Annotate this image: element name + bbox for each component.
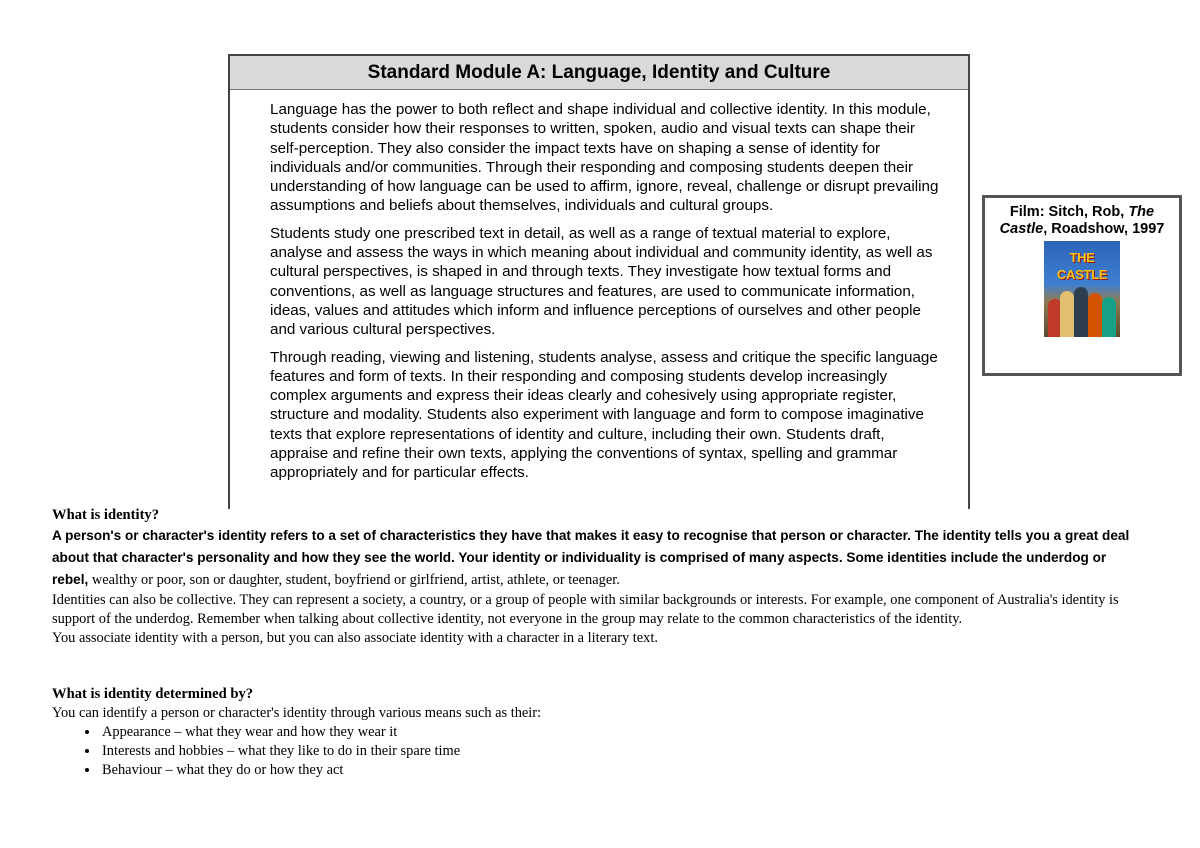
module-paragraph-2: Students study one prescribed text in detail, as well as a range of textual material to explore, analyse and assess the ways in which meaning about individual and community identity, as well as cultural perspectives, is shaped in and through texts. They investigate how textual forms and conventions, as well as language structures and features, are used to communicate information, ideas, values and attitudes which inform and influence perceptions of ourselves and other people and various cultural perspectives.	[270, 224, 933, 339]
film-citation	[985, 204, 1179, 238]
module-box	[228, 54, 970, 509]
list-item: • Interests and hobbies – what they like to do in their spare time	[100, 742, 1142, 761]
film-reference-box	[982, 195, 1182, 376]
identity-section	[52, 506, 1142, 648]
module-paragraph-1: Language has the power to both reflect and shape individual and collective identity. In this module, students consider how their responses to written, spoken, audio and visual texts can shape their self-perception. They also consider the impact texts have on shaping a sense of identity for individuals and/or communities. Through their responding and composing students deepen their understanding of how language can be used to affirm, ignore, reveal, challenge or disrupt prevailing assumptions and beliefs about themselves, individuals and cultural groups.	[270, 101, 939, 215]
determined-intro: You can identify a person or character's identity through various means such as their:	[52, 705, 542, 721]
determined-list	[52, 723, 1142, 780]
module-title: Standard Module A: Language, Identity and Culture	[230, 56, 968, 90]
film-title: The Castle	[999, 204, 1155, 237]
list-item: • Behaviour – what they do or how they act	[100, 761, 1142, 780]
module-body	[230, 90, 968, 483]
identity-intro	[52, 525, 1142, 591]
film-poster-image	[1044, 241, 1120, 337]
identity-intro-bold: A person's or character's identity refers to a set of characteristics they have that makes it easy to recognise that person or character. The identity tells you a great deal about that character's personality and how they see the world. Your identity or individuality is comprised of many aspects. Some identities include the underdog or rebel,	[52, 528, 1130, 587]
film-citation-prefix: Film: Sitch, Rob,	[1009, 204, 1129, 220]
film-citation-suffix: , Roadshow, 1997	[1043, 221, 1165, 237]
determined-heading: What is identity determined by?	[52, 686, 254, 702]
identity-heading: What is identity?	[52, 507, 160, 523]
identity-collective: Identities can also be collective. They can represent a society, a country, or a group of people with similar backgrounds or interests. For example, one component of Australia's identity is support of the underdog. Remember when talking about collective identity, not everyone in the group may relate to the common characteristics of the identity.	[52, 592, 1119, 627]
list-item: • Appearance – what they wear and how they wear it	[100, 723, 1142, 742]
identity-associate: You associate identity with a person, but you can also associate identity with a character in a literary text.	[52, 630, 658, 646]
poster-title: THE CASTLE	[1056, 250, 1108, 282]
determined-section	[52, 685, 1142, 780]
module-paragraph-3: Through reading, viewing and listening, students analyse, assess and critique the specific language features and form of texts. In their responding and composing students develop increasingly complex arguments and express their ideas clearly and cohesively using appropriate register, structure and modality. Students also experiment with language and form to compose imaginative texts that explore representations of identity and culture, including their own. Students draft, appraise and refine their own texts, applying the conventions of syntax, spelling and grammar appropriately and for particular effects.	[270, 348, 938, 482]
identity-intro-rest: wealthy or poor, son or daughter, student, boyfriend or girlfriend, artist, athlete, or teenager.	[88, 572, 620, 588]
